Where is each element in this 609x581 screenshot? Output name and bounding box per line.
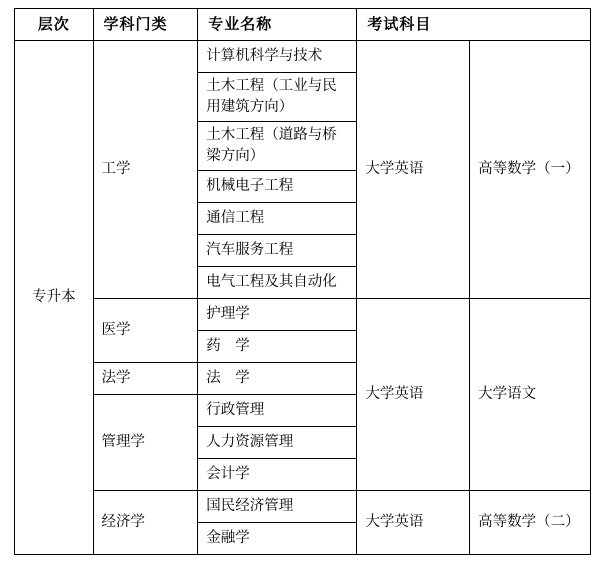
- table-row: [15, 491, 591, 523]
- subject-two-cell: 大学语文: [470, 299, 591, 491]
- major-cell: 护理学: [198, 299, 357, 331]
- major-cell: 电气工程及其自动化: [198, 267, 357, 299]
- major-cell: 土木工程（工业与民用建筑方向）: [198, 73, 357, 122]
- category-cell-medicine: 医学: [93, 299, 198, 363]
- table-header-row: [15, 9, 591, 41]
- table-row: [15, 41, 591, 73]
- document-page: [0, 8, 609, 581]
- major-cell: 通信工程: [198, 203, 357, 235]
- subject-two-cell: 高等数学（一）: [470, 41, 591, 299]
- category-cell-law: 法学: [93, 363, 198, 395]
- header-major: 专业名称: [198, 9, 357, 41]
- major-cell: 法 学: [198, 363, 357, 395]
- subject-two-cell: 高等数学（二）: [470, 491, 591, 555]
- table-row: [15, 299, 591, 331]
- header-category: 学科门类: [93, 9, 198, 41]
- major-cell: 计算机科学与技术: [198, 41, 357, 73]
- subject-one-cell: 大学英语: [357, 491, 470, 555]
- level-cell: 专升本: [15, 41, 94, 555]
- category-cell-engineering: 工学: [93, 41, 198, 299]
- major-cell: 土木工程（道路与桥梁方向）: [198, 122, 357, 171]
- major-cell: 金融学: [198, 523, 357, 555]
- header-exam-subjects: 考试科目: [357, 9, 591, 41]
- exam-subjects-table: [14, 8, 591, 555]
- major-cell: 行政管理: [198, 395, 357, 427]
- major-cell: 汽车服务工程: [198, 235, 357, 267]
- category-cell-economics: 经济学: [93, 491, 198, 555]
- major-cell: 人力资源管理: [198, 427, 357, 459]
- category-cell-management: 管理学: [93, 395, 198, 491]
- header-level: 层次: [15, 9, 94, 41]
- major-cell: 会计学: [198, 459, 357, 491]
- subject-one-cell: 大学英语: [357, 41, 470, 299]
- subject-one-cell: 大学英语: [357, 299, 470, 491]
- major-cell: 国民经济管理: [198, 491, 357, 523]
- major-cell: 药 学: [198, 331, 357, 363]
- major-cell: 机械电子工程: [198, 171, 357, 203]
